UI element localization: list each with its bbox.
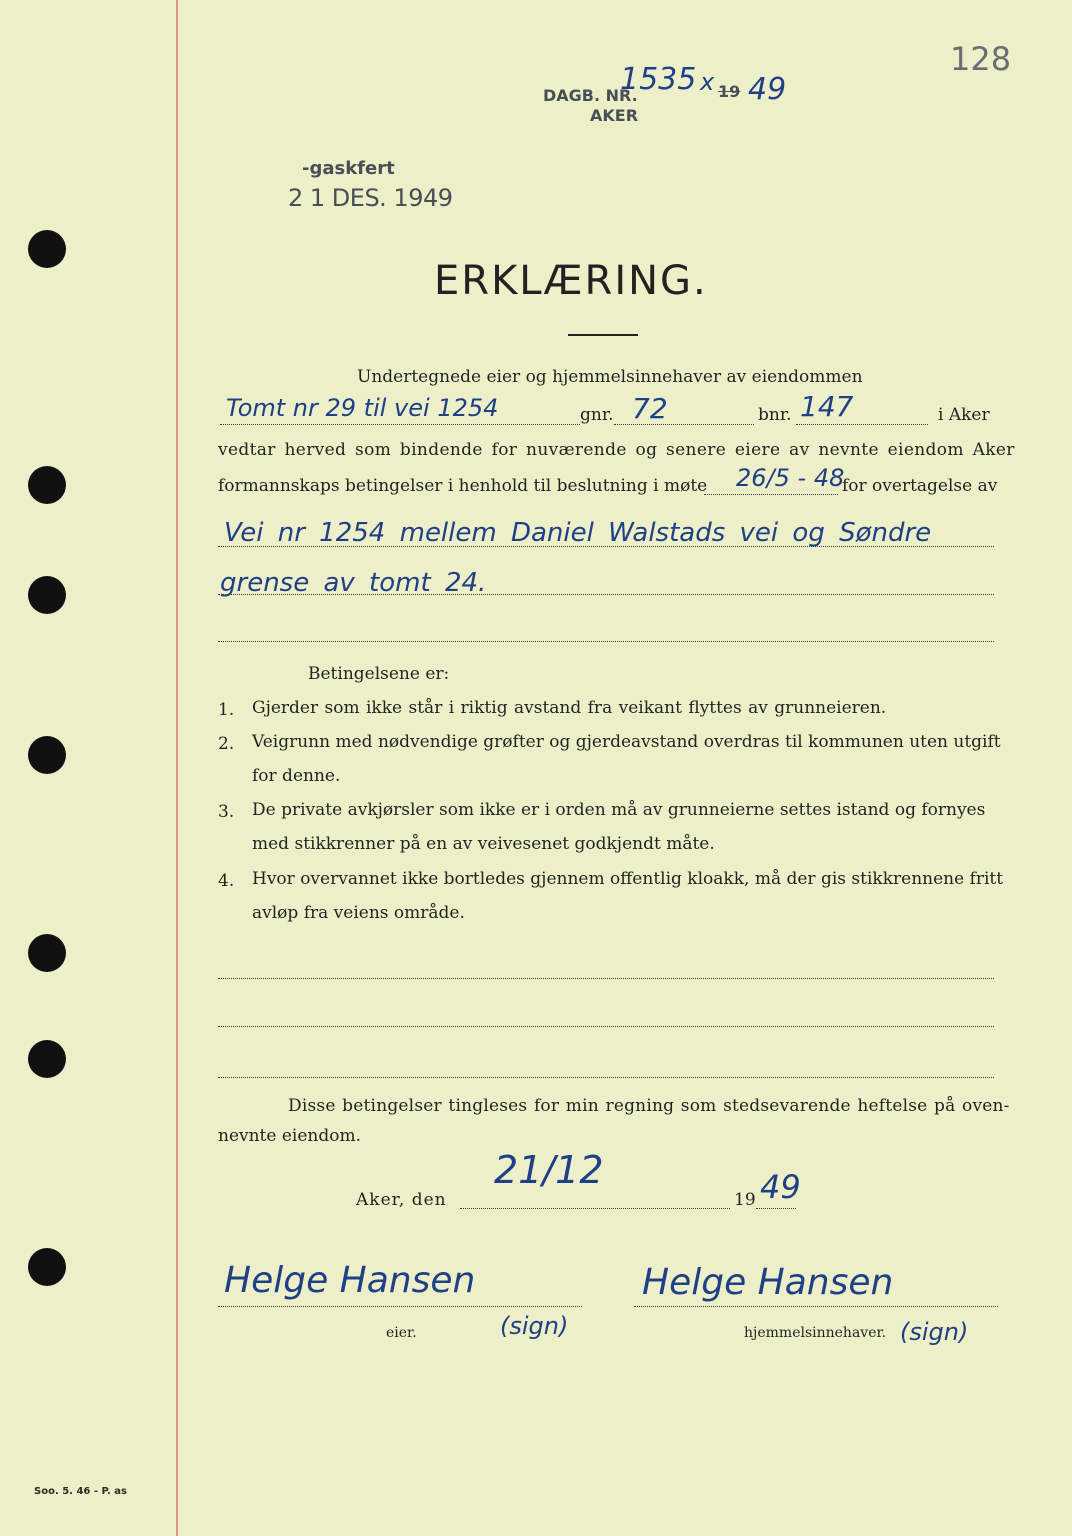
gnr-value: 72: [632, 392, 668, 425]
condition-text: Veigrunn med nødvendige grøfter og gjerdeavstand overdras til kommunen uten utgift: [252, 732, 1001, 752]
condition-number: 1.: [218, 700, 235, 720]
punch-hole: [28, 736, 66, 774]
property-description: Tomt nr 29 til vei 1254: [226, 394, 499, 422]
dateline-century: 19: [734, 1190, 756, 1210]
fill-line: [756, 1208, 796, 1209]
tinglyst-date: 2 1 DES. 1949: [288, 184, 453, 212]
holder-sign-note: (sign): [900, 1318, 969, 1346]
fill-line: [218, 641, 994, 642]
location-text: i Aker: [938, 405, 990, 425]
fill-line: [704, 494, 838, 495]
paragraph-line: formannskaps betingelser i henhold til beslutning i møte: [218, 476, 708, 496]
punch-hole: [28, 576, 66, 614]
punch-hole: [28, 1248, 66, 1286]
punch-hole: [28, 466, 66, 504]
title-rule: [568, 334, 638, 336]
punch-hole: [28, 1040, 66, 1078]
print-footer: Soo. 5. 46 - P. as: [34, 1486, 127, 1497]
punch-hole: [28, 230, 66, 268]
fill-line: [218, 1026, 994, 1027]
dagbok-struck-year: 19: [718, 82, 741, 101]
dagbok-year: 49: [748, 72, 787, 107]
road-description: Vei nr 1254 mellem Daniel Walstads vei og Søndre: [224, 518, 932, 548]
owner-sign-note: (sign): [500, 1312, 569, 1340]
closing-text: Disse betingelser tingleses for min regning som stedsevarende heftelse på oven-: [288, 1096, 1010, 1116]
condition-number: 4.: [218, 871, 235, 891]
fill-line: [796, 424, 928, 425]
bnr-value: 147: [800, 390, 854, 423]
condition-text: Hvor overvannet ikke bortledes gjennem offentlig kloakk, må der gis stikkrennene fritt: [252, 869, 1004, 889]
punch-hole: [28, 934, 66, 972]
paragraph-line: for overtagelse av: [842, 476, 998, 496]
fill-line: [614, 424, 754, 425]
signature-line: [218, 1306, 582, 1307]
fill-line: [218, 1077, 994, 1078]
condition-text: for denne.: [252, 766, 341, 786]
dateline-place: Aker, den: [356, 1190, 447, 1210]
condition-number: 3.: [218, 802, 235, 822]
dagbok-separator: x: [700, 68, 715, 96]
condition-text: avløp fra veiens område.: [252, 903, 465, 923]
holder-signature: Helge Hansen: [642, 1262, 894, 1303]
fill-line: [220, 424, 580, 425]
owner-signature: Helge Hansen: [224, 1260, 476, 1301]
tinglyst-label: -gaskfert: [302, 158, 395, 179]
margin-rule: [176, 0, 178, 1536]
gnr-label: gnr.: [580, 405, 614, 425]
condition-text: med stikkrenner på en av veivesenet godkjendt måte.: [252, 834, 715, 854]
dateline-year: 49: [760, 1168, 801, 1206]
fill-line: [460, 1208, 730, 1209]
fill-line: [218, 978, 994, 979]
closing-text: nevnte eiendom.: [218, 1126, 362, 1146]
dagbok-stamp-label: DAGB. NR.: [543, 86, 638, 105]
road-description: grense av tomt 24.: [220, 568, 487, 598]
paragraph-line: vedtar herved som bindende for nuværende og senere eiere av nevnte eiendom Aker: [218, 440, 1015, 460]
condition-number: 2.: [218, 734, 235, 754]
dateline-date: 21/12: [494, 1148, 604, 1192]
fill-line: [218, 546, 994, 547]
bnr-label: bnr.: [758, 405, 792, 425]
intro-text: Undertegnede eier og hjemmelsinnehaver av eiendommen: [357, 367, 863, 387]
fill-line: [218, 594, 994, 595]
conditions-heading: Betingelsene er:: [308, 664, 450, 684]
meeting-date: 26/5 - 48: [736, 464, 845, 492]
dagbok-number: 1535: [620, 62, 697, 97]
document-title: ERKLÆRING.: [434, 258, 708, 304]
dagbok-place: AKER: [590, 106, 639, 125]
signature-line: [634, 1306, 998, 1307]
condition-text: Gjerder som ikke står i riktig avstand fra veikant flyttes av grunneieren.: [252, 698, 887, 718]
condition-text: De private avkjørsler som ikke er i orden må av grunneierne settes istand og fornyes: [252, 800, 986, 820]
holder-label: hjemmelsinnehaver.: [744, 1325, 887, 1341]
owner-label: eier.: [386, 1325, 417, 1341]
page-number: 128: [950, 40, 1012, 78]
